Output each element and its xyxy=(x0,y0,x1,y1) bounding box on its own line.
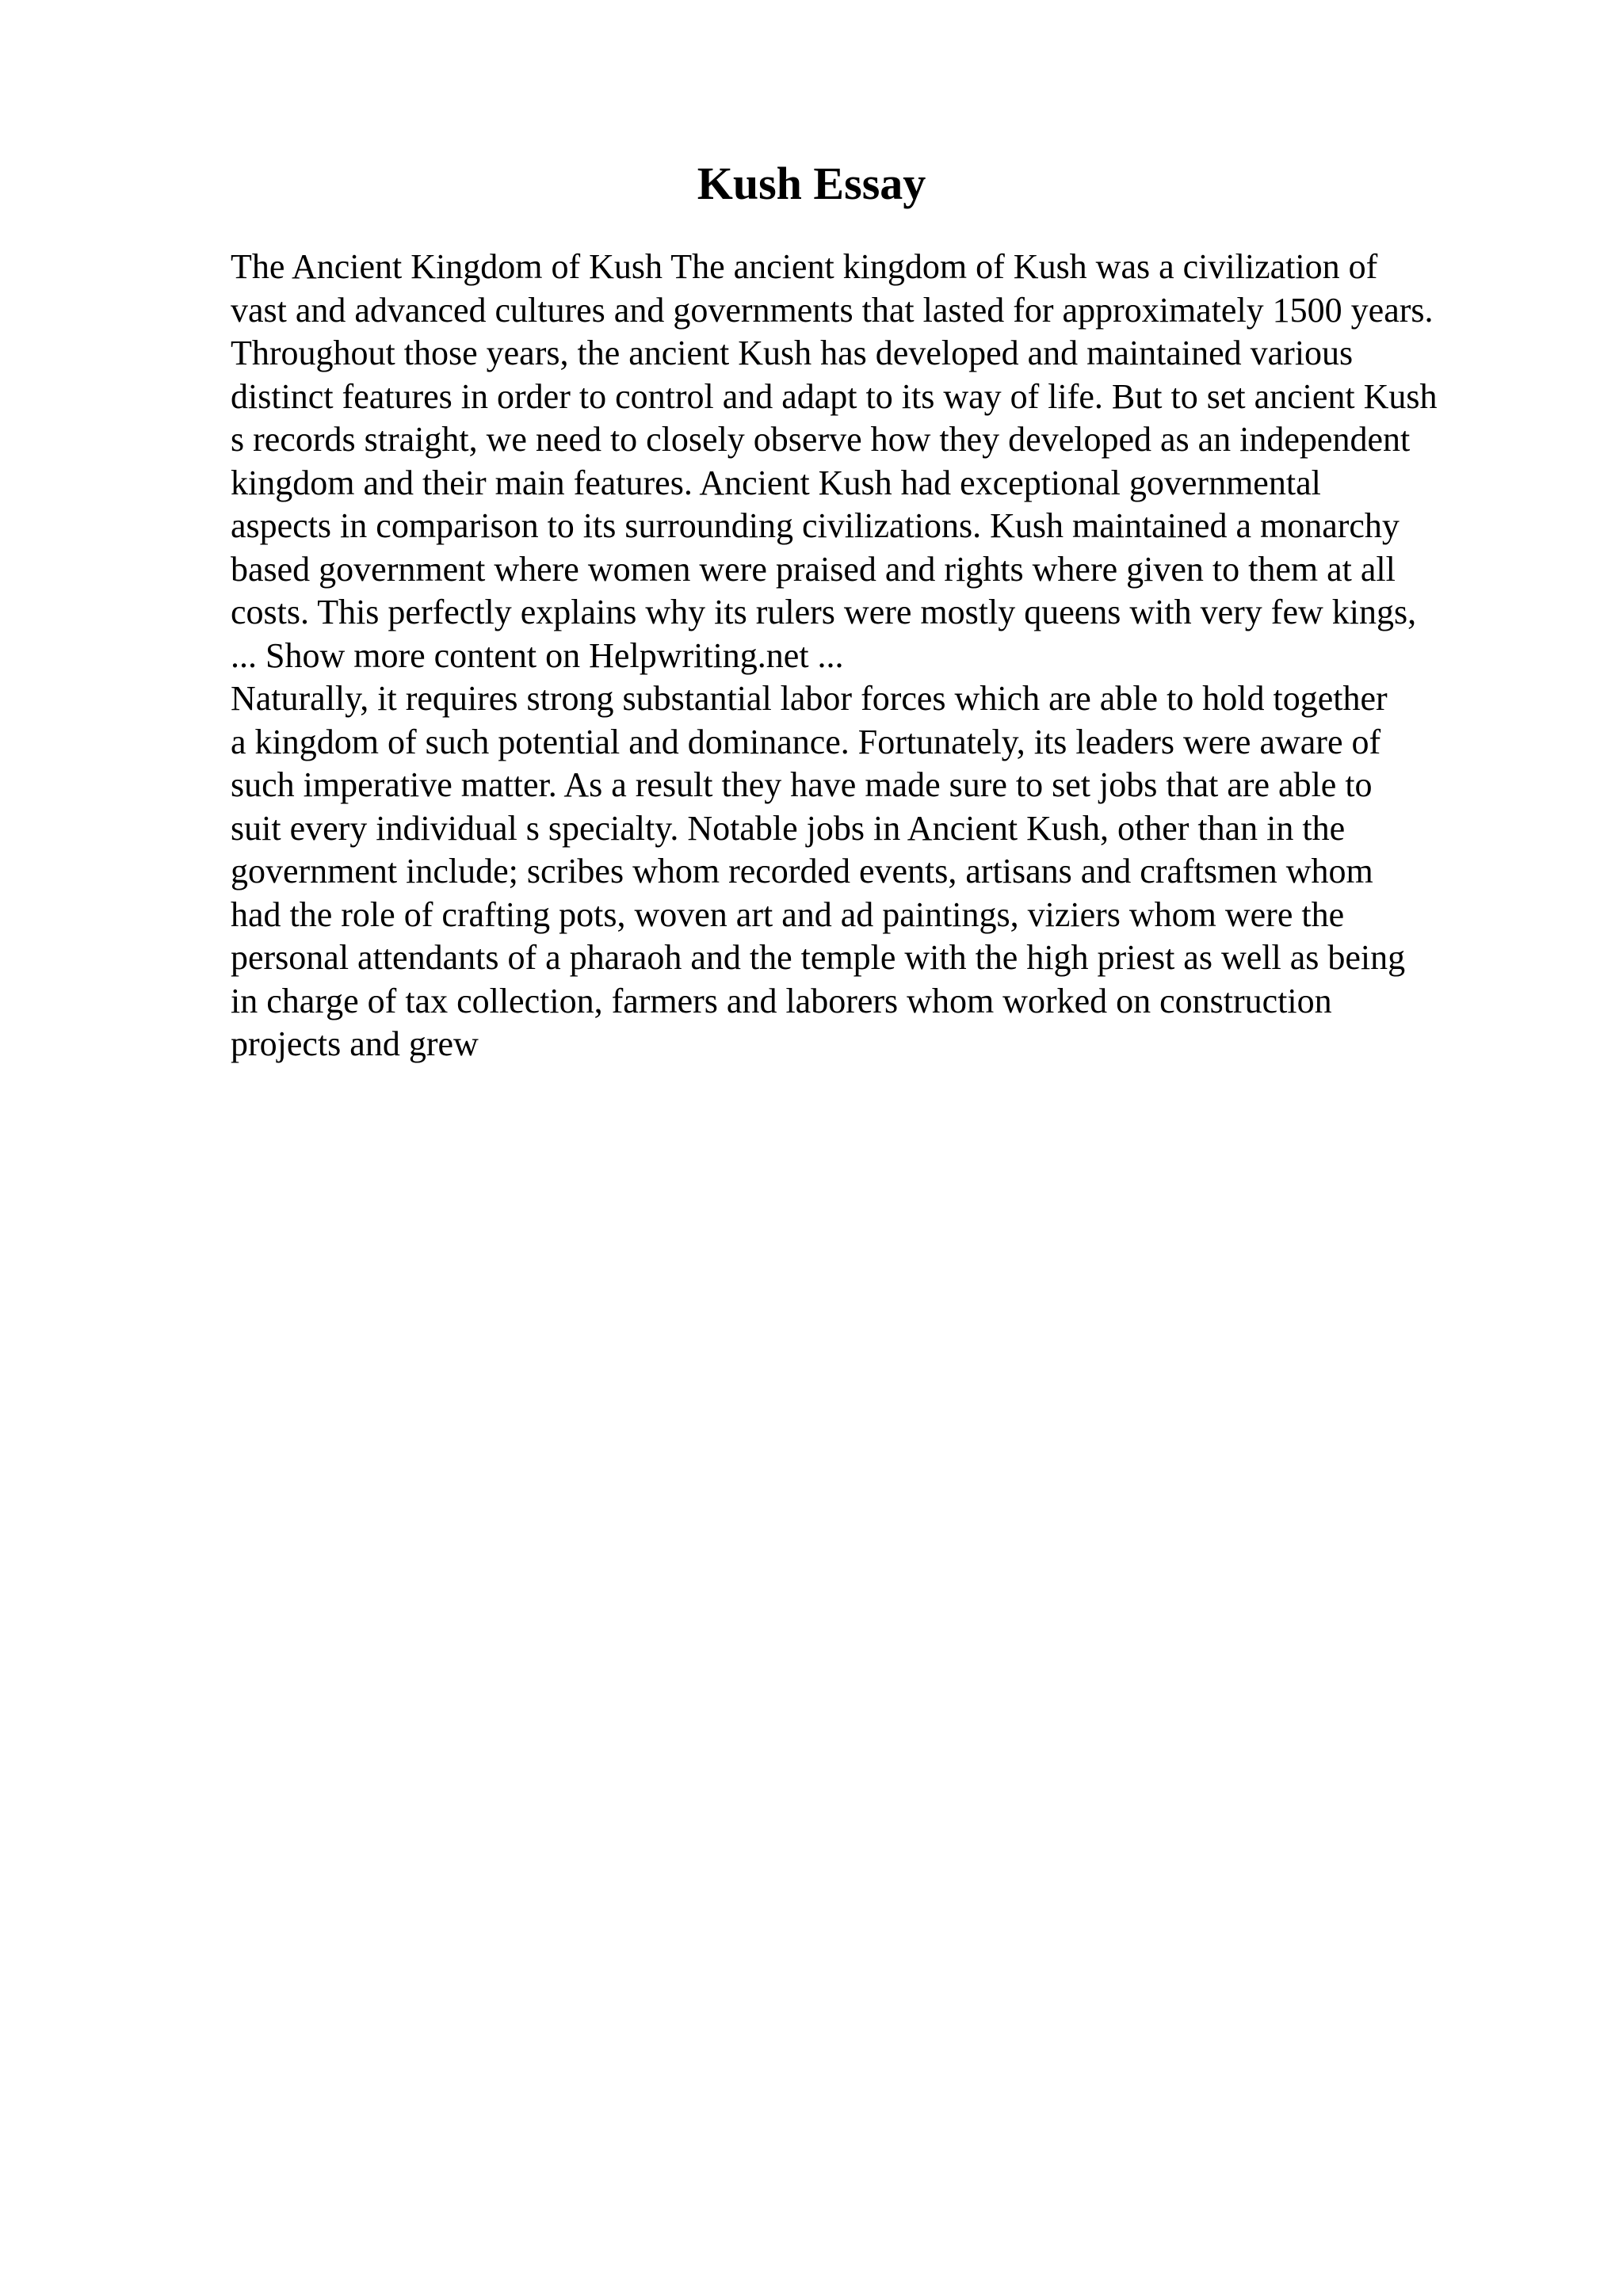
body-line: had the role of crafting pots, woven art and ad paintings, viziers whom were the xyxy=(231,894,1345,934)
body-line: costs. This perfectly explains why its rulers were mostly queens with very few kings, xyxy=(231,593,1417,631)
body-line: in charge of tax collection, farmers and laborers whom worked on construction xyxy=(231,981,1332,1020)
body-line: a kingdom of such potential and dominance. Fortunately, its leaders were aware of xyxy=(231,722,1381,761)
document-body xyxy=(231,246,1530,1066)
body-line: vast and advanced cultures and governments that lasted for approximately 1500 years. xyxy=(231,290,1434,330)
body-line: suit every individual s specialty. Notable jobs in Ancient Kush, other than in the xyxy=(231,808,1346,848)
show-more-line: ... Show more content on Helpwriting.net ... xyxy=(231,635,844,675)
body-line: aspects in comparison to its surrounding civilizations. Kush maintained a monarchy xyxy=(231,506,1400,545)
body-line: such imperative matter. As a result they have made sure to set jobs that are able to xyxy=(231,765,1373,804)
body-line: projects and grew xyxy=(231,1024,479,1063)
body-line: s records straight, we need to closely observe how they developed as an independent xyxy=(231,420,1411,459)
body-line: based government where women were praised and rights where given to them at all xyxy=(231,549,1396,589)
document-title: Kush Essay xyxy=(697,158,926,209)
body-line: government include; scribes whom recorded events, artisans and craftsmen whom xyxy=(231,852,1373,891)
body-line: Naturally, it requires strong substantial labor forces which are able to hold together xyxy=(231,679,1388,718)
body-line: kingdom and their main features. Ancient Kush had exceptional governmental xyxy=(231,463,1321,502)
body-line: distinct features in order to control and adapt to its way of life. But to set ancient Kush xyxy=(231,376,1438,416)
body-line: personal attendants of a pharaoh and the temple with the high priest as well as being xyxy=(231,938,1406,977)
body-line: The Ancient Kingdom of Kush The ancient kingdom of Kush was a civilization of xyxy=(231,247,1378,286)
body-line: Throughout those years, the ancient Kush has developed and maintained various xyxy=(231,334,1354,372)
